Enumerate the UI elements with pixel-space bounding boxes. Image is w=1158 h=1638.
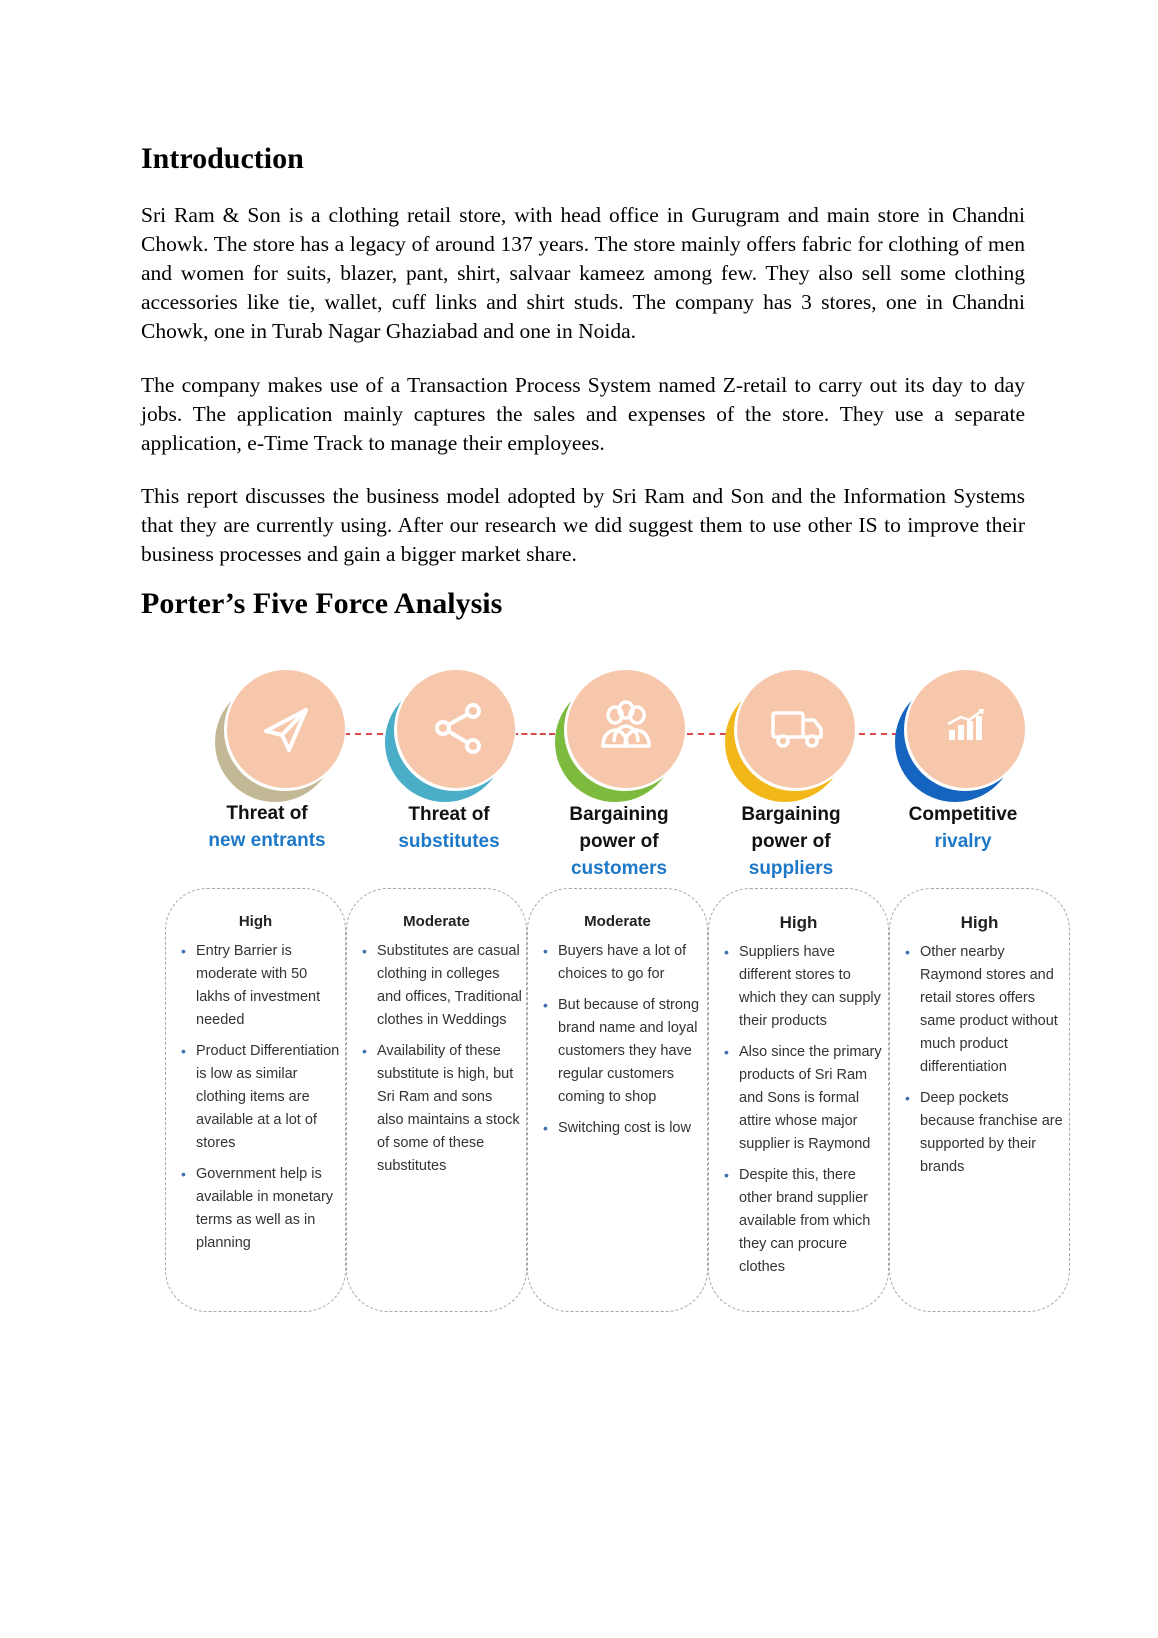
list-item: • Deep pockets because franchise are supported by their brands (920, 1087, 1065, 1179)
list-item: • Suppliers have different stores to which they can supply their products (739, 941, 884, 1033)
points-list (890, 941, 1069, 1179)
intro-paragraph-1: Sri Ram & Son is a clothing retail store, with head office in Gurugram and main store in Chandni Chowk. The store has a legacy of around 137 years. The store mainly offers fabric for clothing of men and women for suits, blazer, pant, shirt, salvaar kameez among few. They also sell some clothing accessories like tie, wallet, cuff links and shirt studs. The company has 3 stores, one in Chandni Chowk, one in Turab Nagar Ghaziabad and one in Noida. (141, 203, 1025, 343)
rating-label: Moderate (403, 913, 470, 930)
rating-label: High (779, 913, 818, 932)
porter-heading: Porter’s Five Force Analysis (141, 587, 503, 620)
title-line: power of (751, 831, 831, 852)
list-item: • Product Differentiation is low as similar clothing items are available at a lot of stores (196, 1040, 341, 1155)
list-item: • Buyers have a lot of choices to go for (558, 940, 703, 986)
force-title-customers (534, 801, 704, 882)
points-list (709, 941, 888, 1279)
intro-paragraph-3: This report discusses the business model adopted by Sri Ram and Son and the Information Systems that they are currently using. After our research we did suggest them to use other IS to improve their business processes and gain a bigger market share. (141, 484, 1025, 566)
list-item: • Switching cost is low (558, 1117, 703, 1140)
list-item: • Government help is available in monetary terms as well as in planning (196, 1163, 341, 1255)
title-highlight: customers (570, 858, 668, 879)
list-item: • Availability of these substitute is high, but Sri Ram and sons also maintains a stock of some of these substitutes (377, 1040, 522, 1178)
list-item: • Also since the primary products of Sri Ram and Sons is formal attire whose major supplier is Raymond (739, 1041, 884, 1156)
title-line: Threat of (408, 804, 490, 825)
force-card-customers (527, 888, 708, 1312)
bar-chart-icon (891, 668, 1026, 803)
share-icon (381, 668, 516, 803)
truck-icon (721, 668, 856, 803)
title-highlight: substitutes (398, 831, 500, 852)
title-line: Competitive (908, 804, 1018, 825)
force-card-rivalry (889, 888, 1070, 1312)
rating-label: Moderate (584, 913, 651, 930)
list-item: • But because of strong brand name and loyal customers they have regular customers coming to shop (558, 994, 703, 1109)
force-card-suppliers (708, 888, 889, 1312)
force-title-substitutes (364, 801, 534, 855)
points-list (528, 940, 707, 1140)
paper-plane-icon (211, 668, 346, 803)
title-line: power of (579, 831, 659, 852)
list-item: • Other nearby Raymond stores and retail stores offers same product without much product differentiation (920, 941, 1065, 1079)
force-title-new-entrants (182, 800, 352, 854)
customers-icon (551, 668, 686, 803)
list-item: • Entry Barrier is moderate with 50 lakhs of investment needed (196, 940, 341, 1032)
title-line: Threat of (226, 803, 308, 824)
force-card-substitutes (346, 888, 527, 1312)
title-highlight: rivalry (934, 831, 992, 852)
rating-label: High (238, 913, 273, 930)
force-title-suppliers (706, 801, 876, 882)
title-highlight: suppliers (748, 858, 834, 879)
force-title-rivalry (878, 801, 1048, 855)
title-highlight: new entrants (208, 830, 326, 851)
list-item: • Despite this, there other brand supplier available from which they can procure clothes (739, 1164, 884, 1279)
title-line: Bargaining (569, 804, 669, 825)
title-line: Bargaining (741, 804, 841, 825)
points-list (347, 940, 526, 1178)
intro-paragraph-2: The company makes use of a Transaction Process System named Z-retail to carry out its day to day jobs. The application mainly captures the sales and expenses of the store. They use a separate application, e-Time Track to manage their employees. (141, 373, 1025, 455)
rating-label: High (960, 913, 999, 932)
list-item: • Substitutes are casual clothing in colleges and offices, Traditional clothes in Weddings (377, 940, 522, 1032)
points-list (166, 940, 345, 1255)
force-card-new-entrants (165, 888, 346, 1312)
introduction-heading: Introduction (141, 142, 304, 175)
